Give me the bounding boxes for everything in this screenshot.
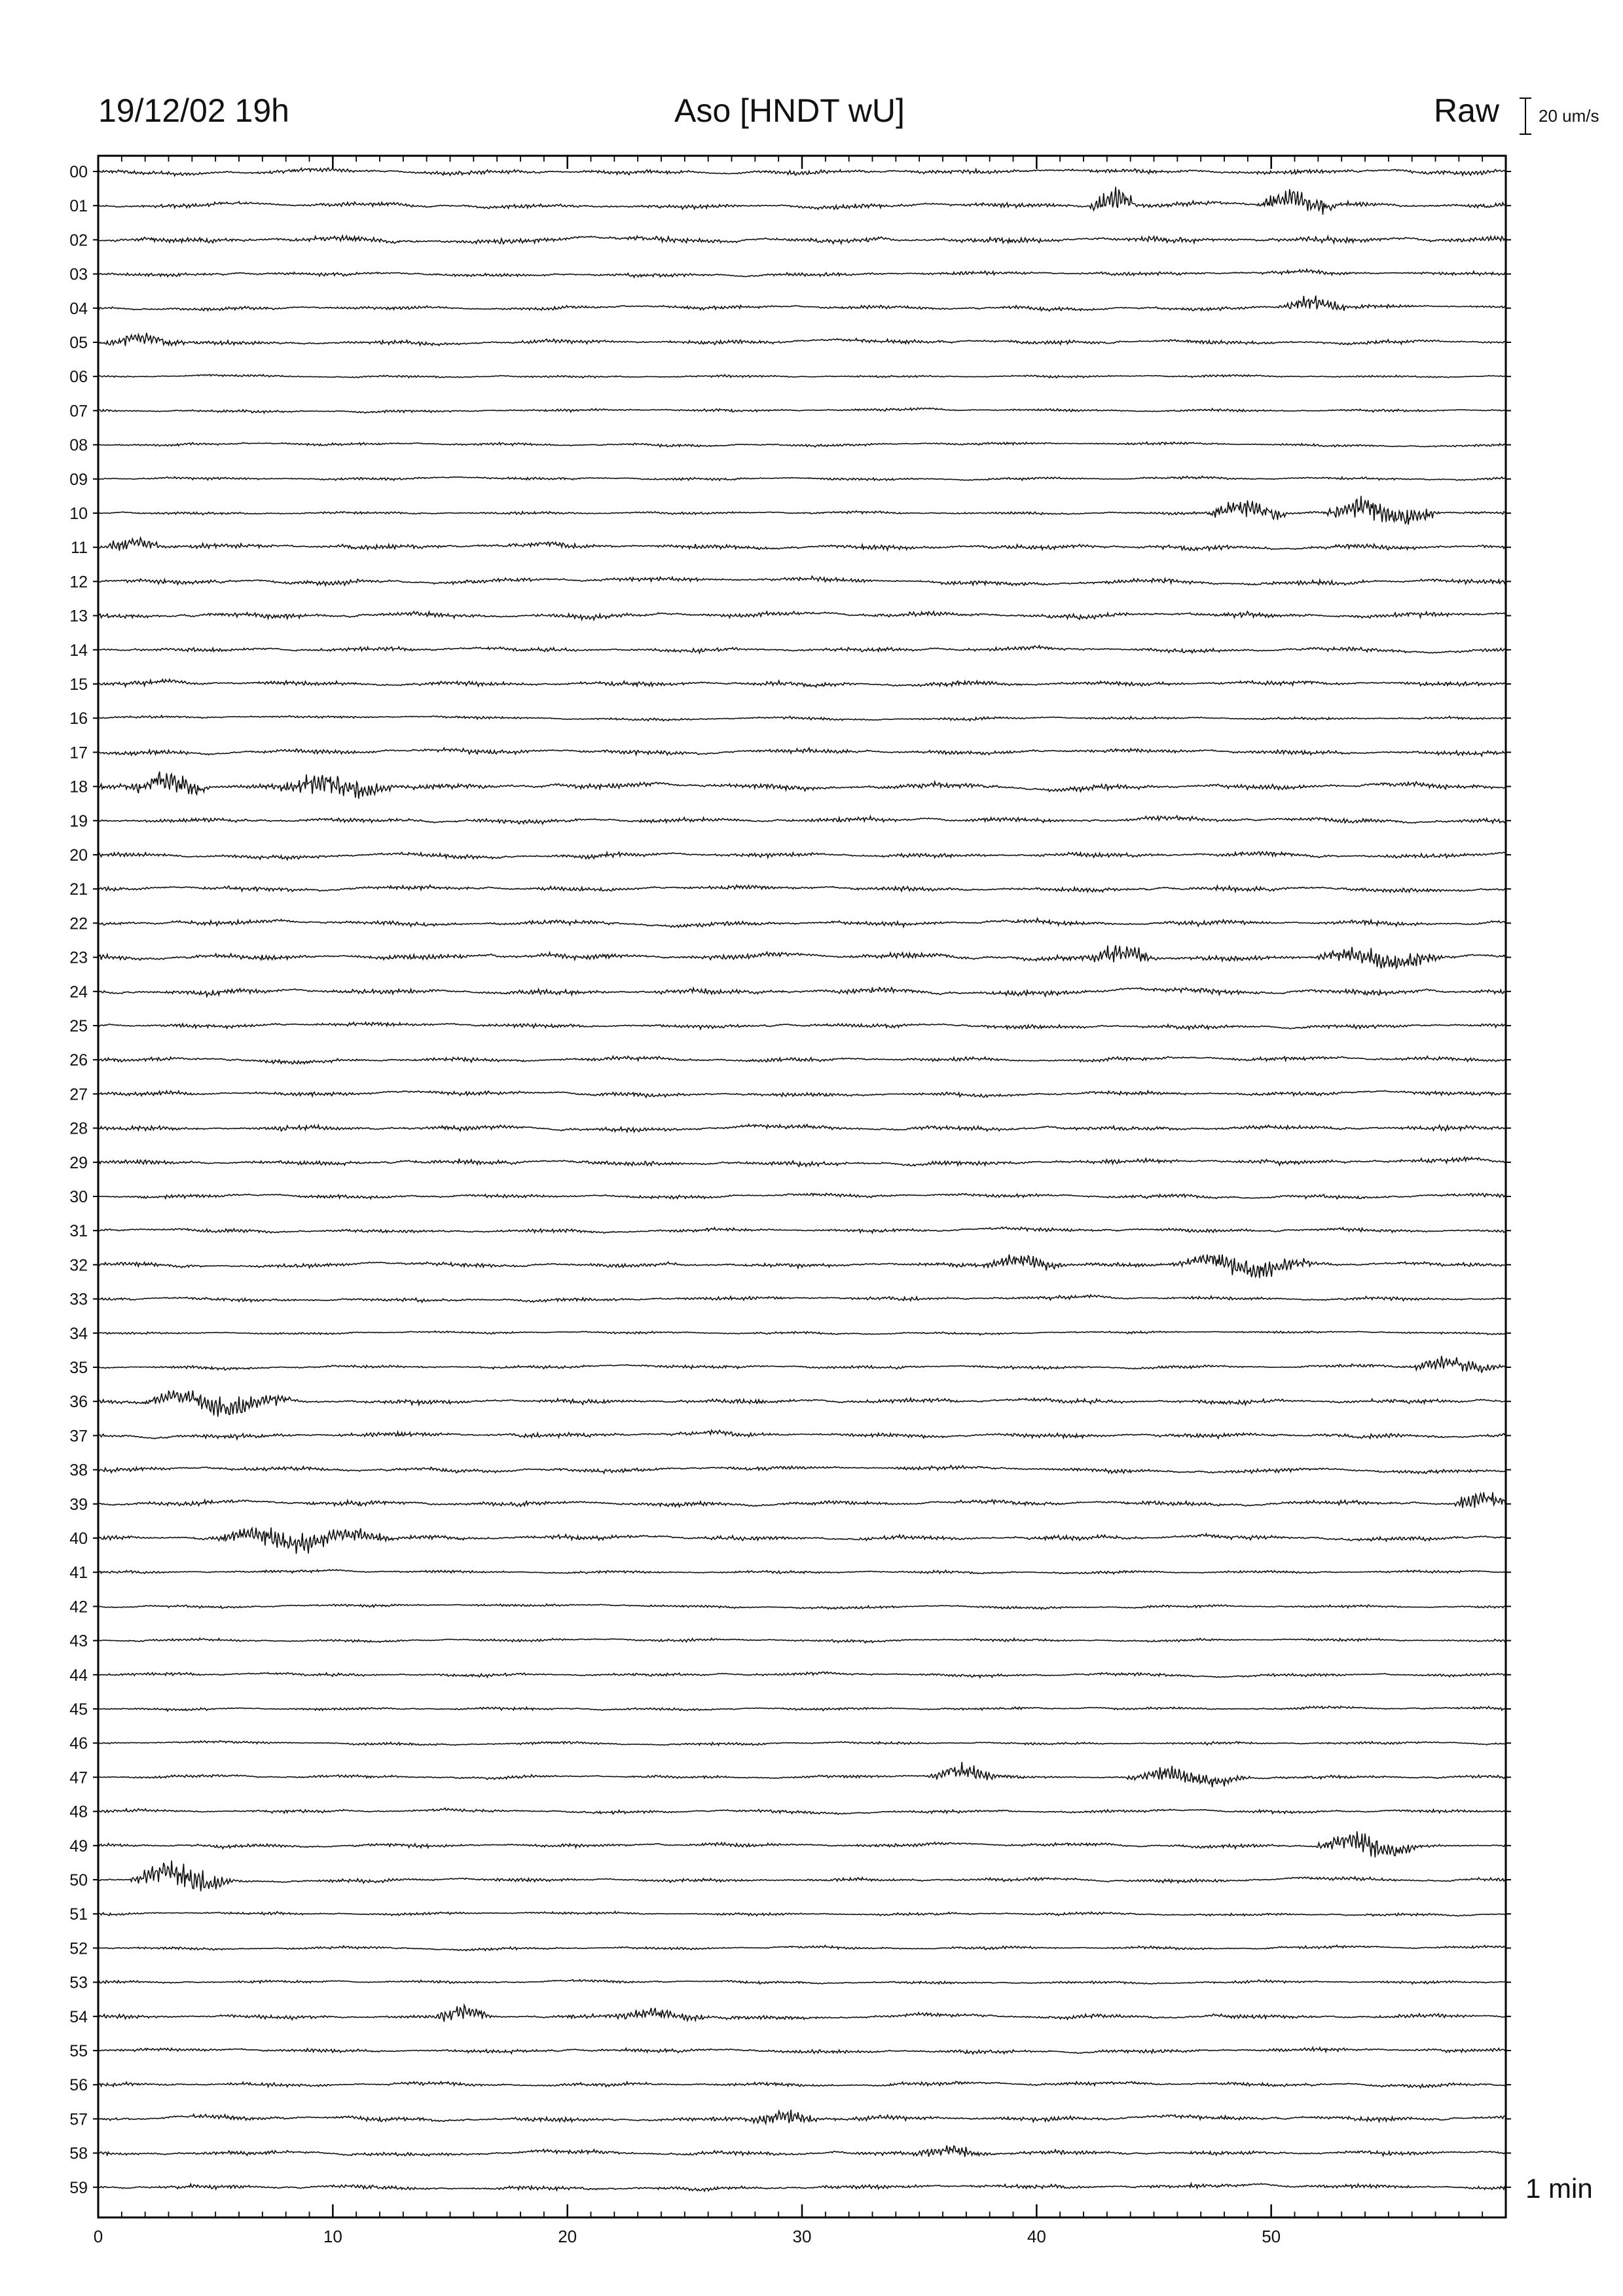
mode-label: Raw <box>1434 92 1500 129</box>
trace-57 <box>98 2109 1506 2123</box>
row-label: 57 <box>69 2110 88 2129</box>
trace-45 <box>98 1706 1506 1712</box>
trace-11 <box>98 538 1506 551</box>
row-label: 01 <box>69 197 88 216</box>
trace-18 <box>98 772 1506 799</box>
trace-43 <box>98 1638 1506 1643</box>
row-label: 17 <box>69 744 88 762</box>
row-label: 34 <box>69 1324 88 1343</box>
trace-46 <box>98 1741 1506 1746</box>
trace-10 <box>98 496 1506 525</box>
row-label: 51 <box>69 1905 88 1924</box>
trace-22 <box>98 918 1506 927</box>
row-label: 13 <box>69 607 88 626</box>
trace-36 <box>98 1390 1506 1416</box>
trace-55 <box>98 2047 1506 2054</box>
row-label: 28 <box>69 1119 88 1138</box>
row-label: 36 <box>69 1393 88 1412</box>
trace-19 <box>98 816 1506 824</box>
row-label: 47 <box>69 1768 88 1787</box>
row-label: 16 <box>69 709 88 728</box>
row-label: 03 <box>69 265 88 284</box>
row-label: 46 <box>69 1734 88 1753</box>
row-label: 35 <box>69 1359 88 1377</box>
trace-14 <box>98 645 1506 653</box>
x-tick-group <box>94 156 1506 2246</box>
trace-34 <box>98 1331 1506 1335</box>
row-label: 25 <box>69 1017 88 1035</box>
row-label: 12 <box>69 573 88 592</box>
trace-59 <box>98 2183 1506 2191</box>
trace-08 <box>98 442 1506 447</box>
row-label: 20 <box>69 846 88 865</box>
row-label: 07 <box>69 402 88 421</box>
trace-38 <box>98 1465 1506 1473</box>
trace-27 <box>98 1090 1506 1097</box>
row-label: 29 <box>69 1153 88 1172</box>
row-label: 53 <box>69 1973 88 1992</box>
x-axis-unit-label: 1 min <box>1525 2173 1593 2204</box>
row-label: 26 <box>69 1051 88 1070</box>
row-label: 59 <box>69 2178 88 2197</box>
trace-51 <box>98 1911 1506 1916</box>
row-label: 41 <box>69 1564 88 1583</box>
row-label: 19 <box>69 812 88 831</box>
trace-21 <box>98 885 1506 892</box>
row-label: 44 <box>69 1666 88 1685</box>
row-label: 10 <box>69 505 88 523</box>
row-label: 52 <box>69 1939 88 1958</box>
scale-label: 20 um/s <box>1539 106 1599 126</box>
row-label: 02 <box>69 231 88 250</box>
x-tick-label: 10 <box>323 2227 342 2246</box>
row-label: 24 <box>69 982 88 1001</box>
station-title: Aso [HNDT wU] <box>674 92 905 129</box>
trace-03 <box>98 269 1506 277</box>
row-label: 45 <box>69 1700 88 1719</box>
row-label: 58 <box>69 2144 88 2163</box>
row-label: 49 <box>69 1837 88 1856</box>
trace-30 <box>98 1193 1506 1199</box>
trace-02 <box>98 236 1506 243</box>
row-label: 55 <box>69 2042 88 2060</box>
row-label: 22 <box>69 914 88 933</box>
trace-42 <box>98 1604 1506 1609</box>
row-label: 23 <box>69 948 88 967</box>
x-tick-label: 0 <box>93 2227 103 2246</box>
row-label: 37 <box>69 1427 88 1446</box>
x-tick-label: 50 <box>1262 2227 1281 2246</box>
trace-25 <box>98 1022 1506 1030</box>
row-label: 05 <box>69 334 88 352</box>
trace-58 <box>98 2145 1506 2157</box>
trace-56 <box>98 2081 1506 2088</box>
row-label: 38 <box>69 1461 88 1480</box>
scale-bar <box>1520 98 1531 134</box>
row-label: 06 <box>69 368 88 387</box>
trace-39 <box>98 1492 1506 1509</box>
x-tick-label: 20 <box>558 2227 577 2246</box>
trace-12 <box>98 576 1506 585</box>
row-label: 32 <box>69 1256 88 1275</box>
row-label: 00 <box>69 163 88 181</box>
trace-16 <box>98 715 1506 721</box>
trace-group <box>98 168 1506 2191</box>
trace-26 <box>98 1056 1506 1064</box>
row-label: 31 <box>69 1222 88 1241</box>
row-label: 04 <box>69 299 88 318</box>
row-label: 09 <box>69 470 88 489</box>
plot-frame <box>98 156 1506 2217</box>
trace-32 <box>98 1255 1506 1278</box>
x-tick-label: 30 <box>792 2227 812 2246</box>
row-label: 15 <box>69 675 88 694</box>
trace-50 <box>98 1861 1506 1892</box>
row-label: 39 <box>69 1495 88 1514</box>
trace-05 <box>98 333 1506 346</box>
trace-06 <box>98 374 1506 378</box>
trace-17 <box>98 748 1506 756</box>
row-label: 56 <box>69 2076 88 2095</box>
datetime-label: 19/12/02 19h <box>98 92 289 129</box>
row-label: 33 <box>69 1290 88 1309</box>
row-label: 43 <box>69 1632 88 1651</box>
trace-40 <box>98 1528 1506 1554</box>
row-label: 50 <box>69 1871 88 1890</box>
trace-31 <box>98 1227 1506 1233</box>
row-label-group <box>69 163 88 2197</box>
trace-48 <box>98 1808 1506 1815</box>
trace-37 <box>98 1430 1506 1439</box>
trace-04 <box>98 296 1506 312</box>
trace-49 <box>98 1831 1506 1857</box>
trace-24 <box>98 988 1506 997</box>
row-label: 30 <box>69 1188 88 1206</box>
trace-23 <box>98 945 1506 968</box>
trace-33 <box>98 1295 1506 1302</box>
row-label: 27 <box>69 1085 88 1104</box>
trace-35 <box>98 1356 1506 1373</box>
trace-29 <box>98 1157 1506 1166</box>
trace-07 <box>98 408 1506 413</box>
row-label: 11 <box>71 539 88 558</box>
row-label: 18 <box>69 778 88 797</box>
trace-44 <box>98 1672 1506 1677</box>
row-label: 21 <box>69 880 88 899</box>
trace-01 <box>98 187 1506 215</box>
trace-00 <box>98 168 1506 176</box>
trace-54 <box>98 2005 1506 2022</box>
x-tick-label: 40 <box>1027 2227 1046 2246</box>
trace-20 <box>98 852 1506 859</box>
row-label: 08 <box>69 436 88 455</box>
trace-09 <box>98 476 1506 481</box>
row-label: 48 <box>69 1803 88 1821</box>
trace-13 <box>98 611 1506 620</box>
row-label: 54 <box>69 2007 88 2026</box>
trace-53 <box>98 1980 1506 1984</box>
trace-47 <box>98 1762 1506 1787</box>
trace-28 <box>98 1124 1506 1132</box>
y-tick-group <box>93 171 1511 2187</box>
trace-15 <box>98 679 1506 687</box>
trace-41 <box>98 1570 1506 1574</box>
row-label: 42 <box>69 1598 88 1617</box>
trace-52 <box>98 1945 1506 1951</box>
row-label: 40 <box>69 1530 88 1548</box>
row-label: 14 <box>69 641 88 660</box>
